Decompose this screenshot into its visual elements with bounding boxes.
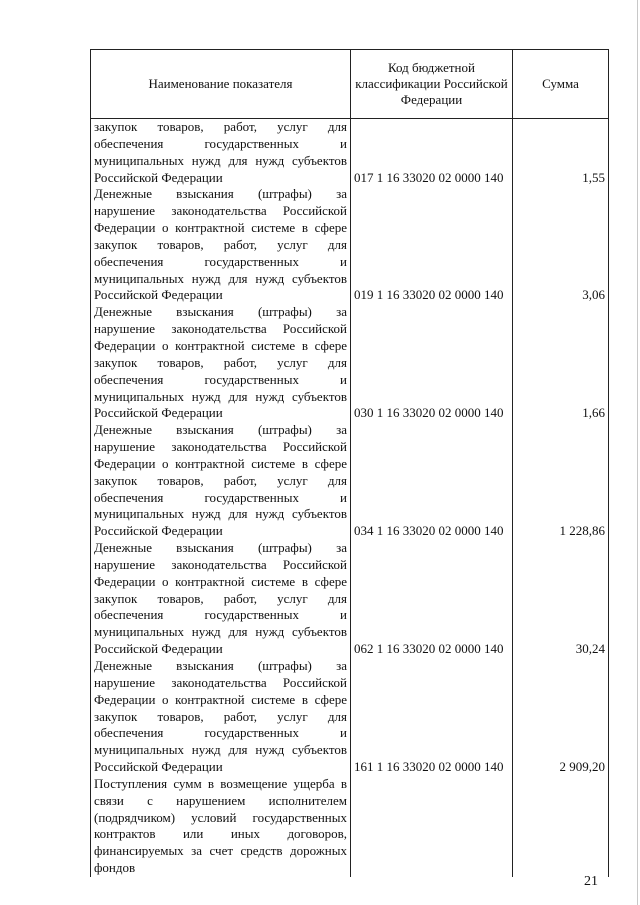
row-sum: 1 228,86 (513, 422, 609, 540)
budget-revenue-table (90, 49, 609, 877)
row-sum: 30,24 (513, 540, 609, 658)
row-name: Денежные взыскания (штрафы) за нарушение законодательства Российской Федерации о контрактной системе в сфере закупок товаров, работ, услуг для обеспечения государственных и муниципальных нужд для нужд субъектов Российской Федерации (91, 304, 351, 422)
table-row (91, 119, 609, 187)
row-code: 062 1 16 33020 02 0000 140 (351, 540, 513, 658)
row-sum: 1,66 (513, 304, 609, 422)
header-sum: Сумма (513, 50, 609, 119)
row-sum (513, 776, 609, 877)
row-name: Денежные взыскания (штрафы) за нарушение законодательства Российской Федерации о контрактной системе в сфере закупок товаров, работ, услуг для обеспечения государственных и муниципальных нужд для нужд субъектов Российской Федерации (91, 658, 351, 776)
table-row (91, 186, 609, 304)
row-sum: 3,06 (513, 186, 609, 304)
row-code: 017 1 16 33020 02 0000 140 (351, 119, 513, 187)
row-sum: 2 909,20 (513, 658, 609, 776)
table-header-row (91, 50, 609, 119)
row-name: Денежные взыскания (штрафы) за нарушение законодательства Российской Федерации о контрактной системе в сфере закупок товаров, работ, услуг для обеспечения государственных и муниципальных нужд для нужд субъектов Российской Федерации (91, 540, 351, 658)
scan-edge (637, 0, 638, 905)
row-name: закупок товаров, работ, услуг для обеспечения государственных и муниципальных нужд для нужд субъектов Российской Федерации (91, 119, 351, 187)
page-number: 21 (584, 874, 598, 889)
row-sum: 1,55 (513, 119, 609, 187)
row-name: Денежные взыскания (штрафы) за нарушение законодательства Российской Федерации о контрактной системе в сфере закупок товаров, работ, услуг для обеспечения государственных и муниципальных нужд для нужд субъектов Российской Федерации (91, 422, 351, 540)
row-code (351, 776, 513, 877)
row-name: Поступления сумм в возмещение ущерба в связи с нарушением исполнителем (подрядчиком) условий государственных контрактов или иных договоров, финансируемых за счет средств дорожных фондов (91, 776, 351, 877)
table-row (91, 540, 609, 658)
row-code: 030 1 16 33020 02 0000 140 (351, 304, 513, 422)
row-code: 034 1 16 33020 02 0000 140 (351, 422, 513, 540)
table-row (91, 422, 609, 540)
table-row (91, 658, 609, 776)
row-code: 019 1 16 33020 02 0000 140 (351, 186, 513, 304)
row-name: Денежные взыскания (штрафы) за нарушение законодательства Российской Федерации о контрактной системе в сфере закупок товаров, работ, услуг для обеспечения государственных и муниципальных нужд для нужд субъектов Российской Федерации (91, 186, 351, 304)
header-code: Код бюджетной классификации Российской Федерации (351, 50, 513, 119)
row-code: 161 1 16 33020 02 0000 140 (351, 658, 513, 776)
header-name: Наименование показателя (91, 50, 351, 119)
table-row (91, 304, 609, 422)
table-row (91, 776, 609, 877)
